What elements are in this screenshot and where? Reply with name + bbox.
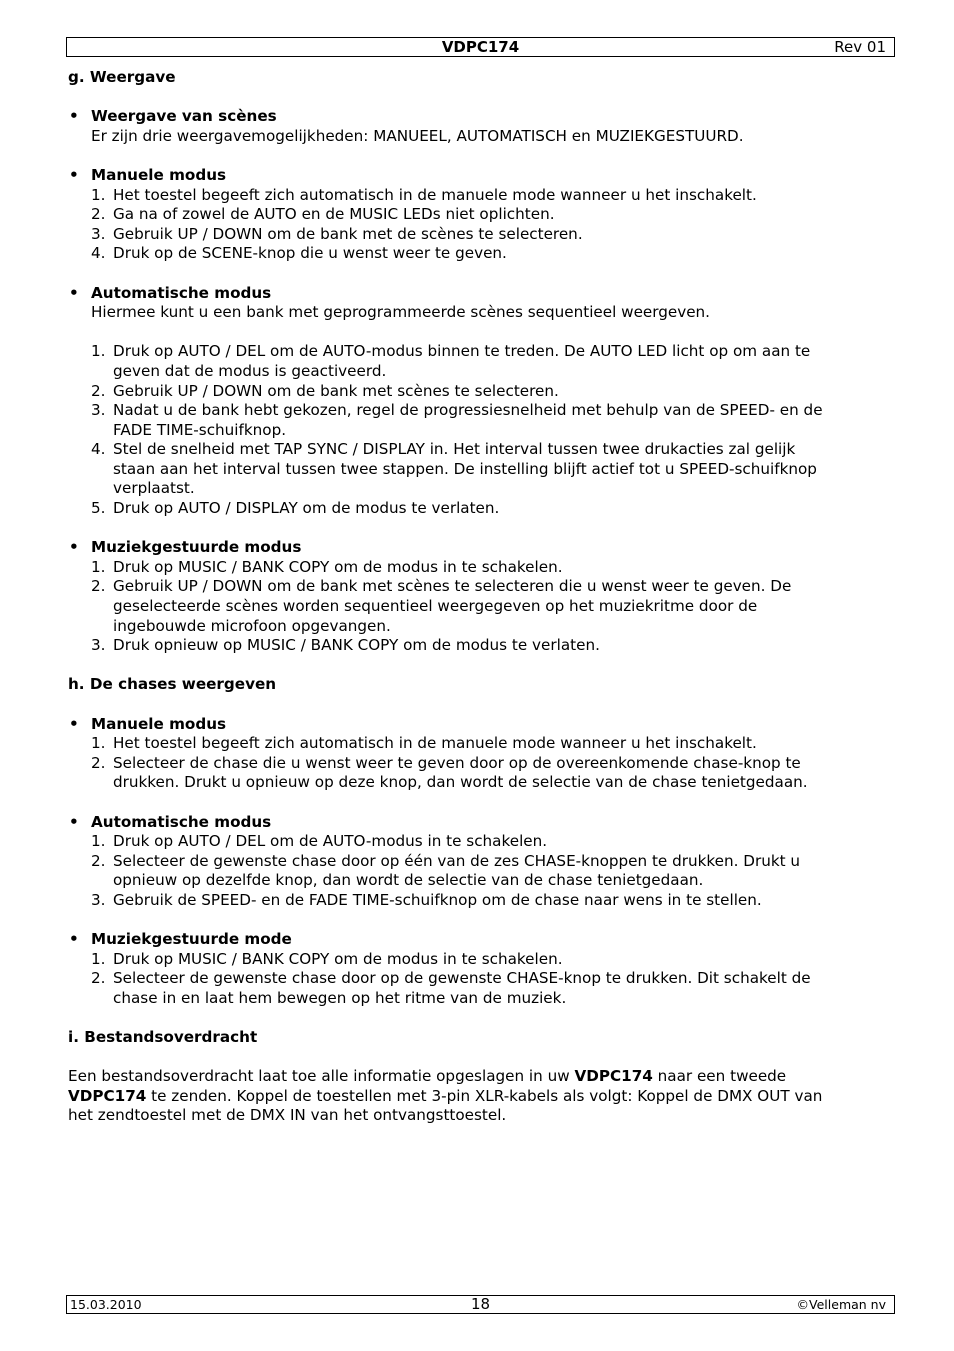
list-item: 2. Ga na of zowel de AUTO en de MUSIC LEDs niet oplichten. [91,205,555,224]
list-item: 2. Selecteer de chase die u wenst weer te geven door op de overeenkomende chase-knop te [91,753,801,772]
bullet-icon: • [69,165,79,184]
list-item-continuation: opnieuw op dezelfde knop, dan wordt de selectie van de chase tenietgedaan. [113,871,704,890]
header-revision: Rev 01 [834,38,886,56]
list-item-continuation: staan aan het interval tussen twee stappen. De instelling blijft actief tot u SPEED-schuifknop [113,459,817,478]
page-content [68,68,888,1126]
list-item: 4. Stel de snelheid met TAP SYNC / DISPLAY in. Het interval tussen twee drukacties zal gelijk [91,440,796,459]
bullet-icon: • [69,930,79,949]
paragraph-line: VDPC174 te zenden. Koppel de toestellen met 3-pin XLR-kabels als volgt: Koppel de DMX OUT van [68,1086,823,1105]
list-item: 5. Druk op AUTO / DISPLAY om de modus te verlaten. [91,499,500,518]
paragraph-line: het zendtoestel met de DMX IN van het ontvangsttoestel. [68,1106,507,1125]
list-item: 3. Gebruik UP / DOWN om de bank met de scènes te selecteren. [91,224,583,243]
bullet-heading: • Manuele modus [69,165,227,184]
list-item: 1. Druk op AUTO / DEL om de AUTO-modus in te schakelen. [91,832,548,851]
bullet-heading: • Muziekgestuurde mode [69,930,292,949]
list-item: 3. Gebruik de SPEED- en de FADE TIME-schuifknop om de chase naar wens in te stellen. [91,890,762,909]
list-item: 3. Druk opnieuw op MUSIC / BANK COPY om de modus te verlaten. [91,636,600,655]
footer-copyright: ©Velleman nv [796,1297,886,1312]
list-item: 1. Druk op AUTO / DEL om de AUTO-modus binnen te treden. De AUTO LED licht op om aan te [91,342,811,361]
header-model: VDPC174 [441,38,520,56]
footer-date: 15.03.2010 [70,1297,142,1312]
list-item: 3. Nadat u de bank hebt gekozen, regel de progressiesnelheid met behulp van de SPEED- en de [91,401,823,420]
bullet-heading: • Manuele modus [69,714,227,733]
list-item: 2. Selecteer de gewenste chase door op de gewenste CHASE-knop te drukken. Dit schakelt de [91,969,811,988]
list-item: 2. Gebruik UP / DOWN om de bank met scènes te selecteren die u wenst weer te geven. De [91,577,792,596]
list-item: 2. Selecteer de gewenste chase door op één van de zes CHASE-knoppen te drukken. Drukt u [91,851,801,870]
section-i-title: i. Bestandsoverdracht [68,1028,258,1047]
bullet-icon: • [69,812,79,831]
list-item-continuation: chase in en laat hem bewegen op het ritme van de muziek. [113,988,567,1007]
bullet-icon: • [69,107,79,126]
list-item-continuation: verplaatst. [113,479,195,498]
bullet-icon: • [69,714,79,733]
page-number: 18 [470,1295,491,1313]
list-item: 1. Druk op MUSIC / BANK COPY om de modus in te schakelen. [91,557,563,576]
list-item-continuation: ingebouwde microfoon opgevangen. [113,616,391,635]
list-item-continuation: geselecteerde scènes worden sequentieel weergegeven op het muziekritme door de [113,597,758,616]
bullet-heading: • Muziekgestuurde modus [69,538,302,557]
list-item-continuation: geven dat de modus is geactiveerd. [113,361,387,380]
list-item: 4. Druk op de SCENE-knop die u wenst weer te geven. [91,244,507,263]
bullet-heading: • Automatische modus [69,283,272,302]
paragraph: Er zijn drie weergavemogelijkheden: MANUEEL, AUTOMATISCH en MUZIEKGESTUURD. [91,126,744,145]
bullet-icon: • [69,283,79,302]
list-item: 1. Het toestel begeeft zich automatisch in de manuele mode wanneer u het inschakelt. [91,185,757,204]
paragraph: Hiermee kunt u een bank met geprogrammeerde scènes sequentieel weergeven. [91,303,711,322]
list-item-continuation: FADE TIME-schuifknop. [113,420,287,439]
section-g-title: g. Weergave [68,68,176,86]
list-item: 1. Het toestel begeeft zich automatisch in de manuele mode wanneer u het inschakelt. [91,734,757,753]
list-item: 1. Druk op MUSIC / BANK COPY om de modus in te schakelen. [91,949,563,968]
bullet-heading: • Weergave van scènes [69,107,277,126]
list-item: 2. Gebruik UP / DOWN om de bank met scènes te selecteren. [91,381,559,400]
list-item-continuation: drukken. Drukt u opnieuw op deze knop, dan wordt de selectie van de chase tenietgedaan. [113,773,808,792]
page-header [66,37,895,57]
page-footer [66,1295,895,1314]
bullet-heading: • Automatische modus [69,812,272,831]
bullet-icon: • [69,538,79,557]
section-h-title: h. De chases weergeven [68,675,277,694]
paragraph-line: Een bestandsoverdracht laat toe alle informatie opgeslagen in uw VDPC174 naar een tweede [68,1067,787,1086]
